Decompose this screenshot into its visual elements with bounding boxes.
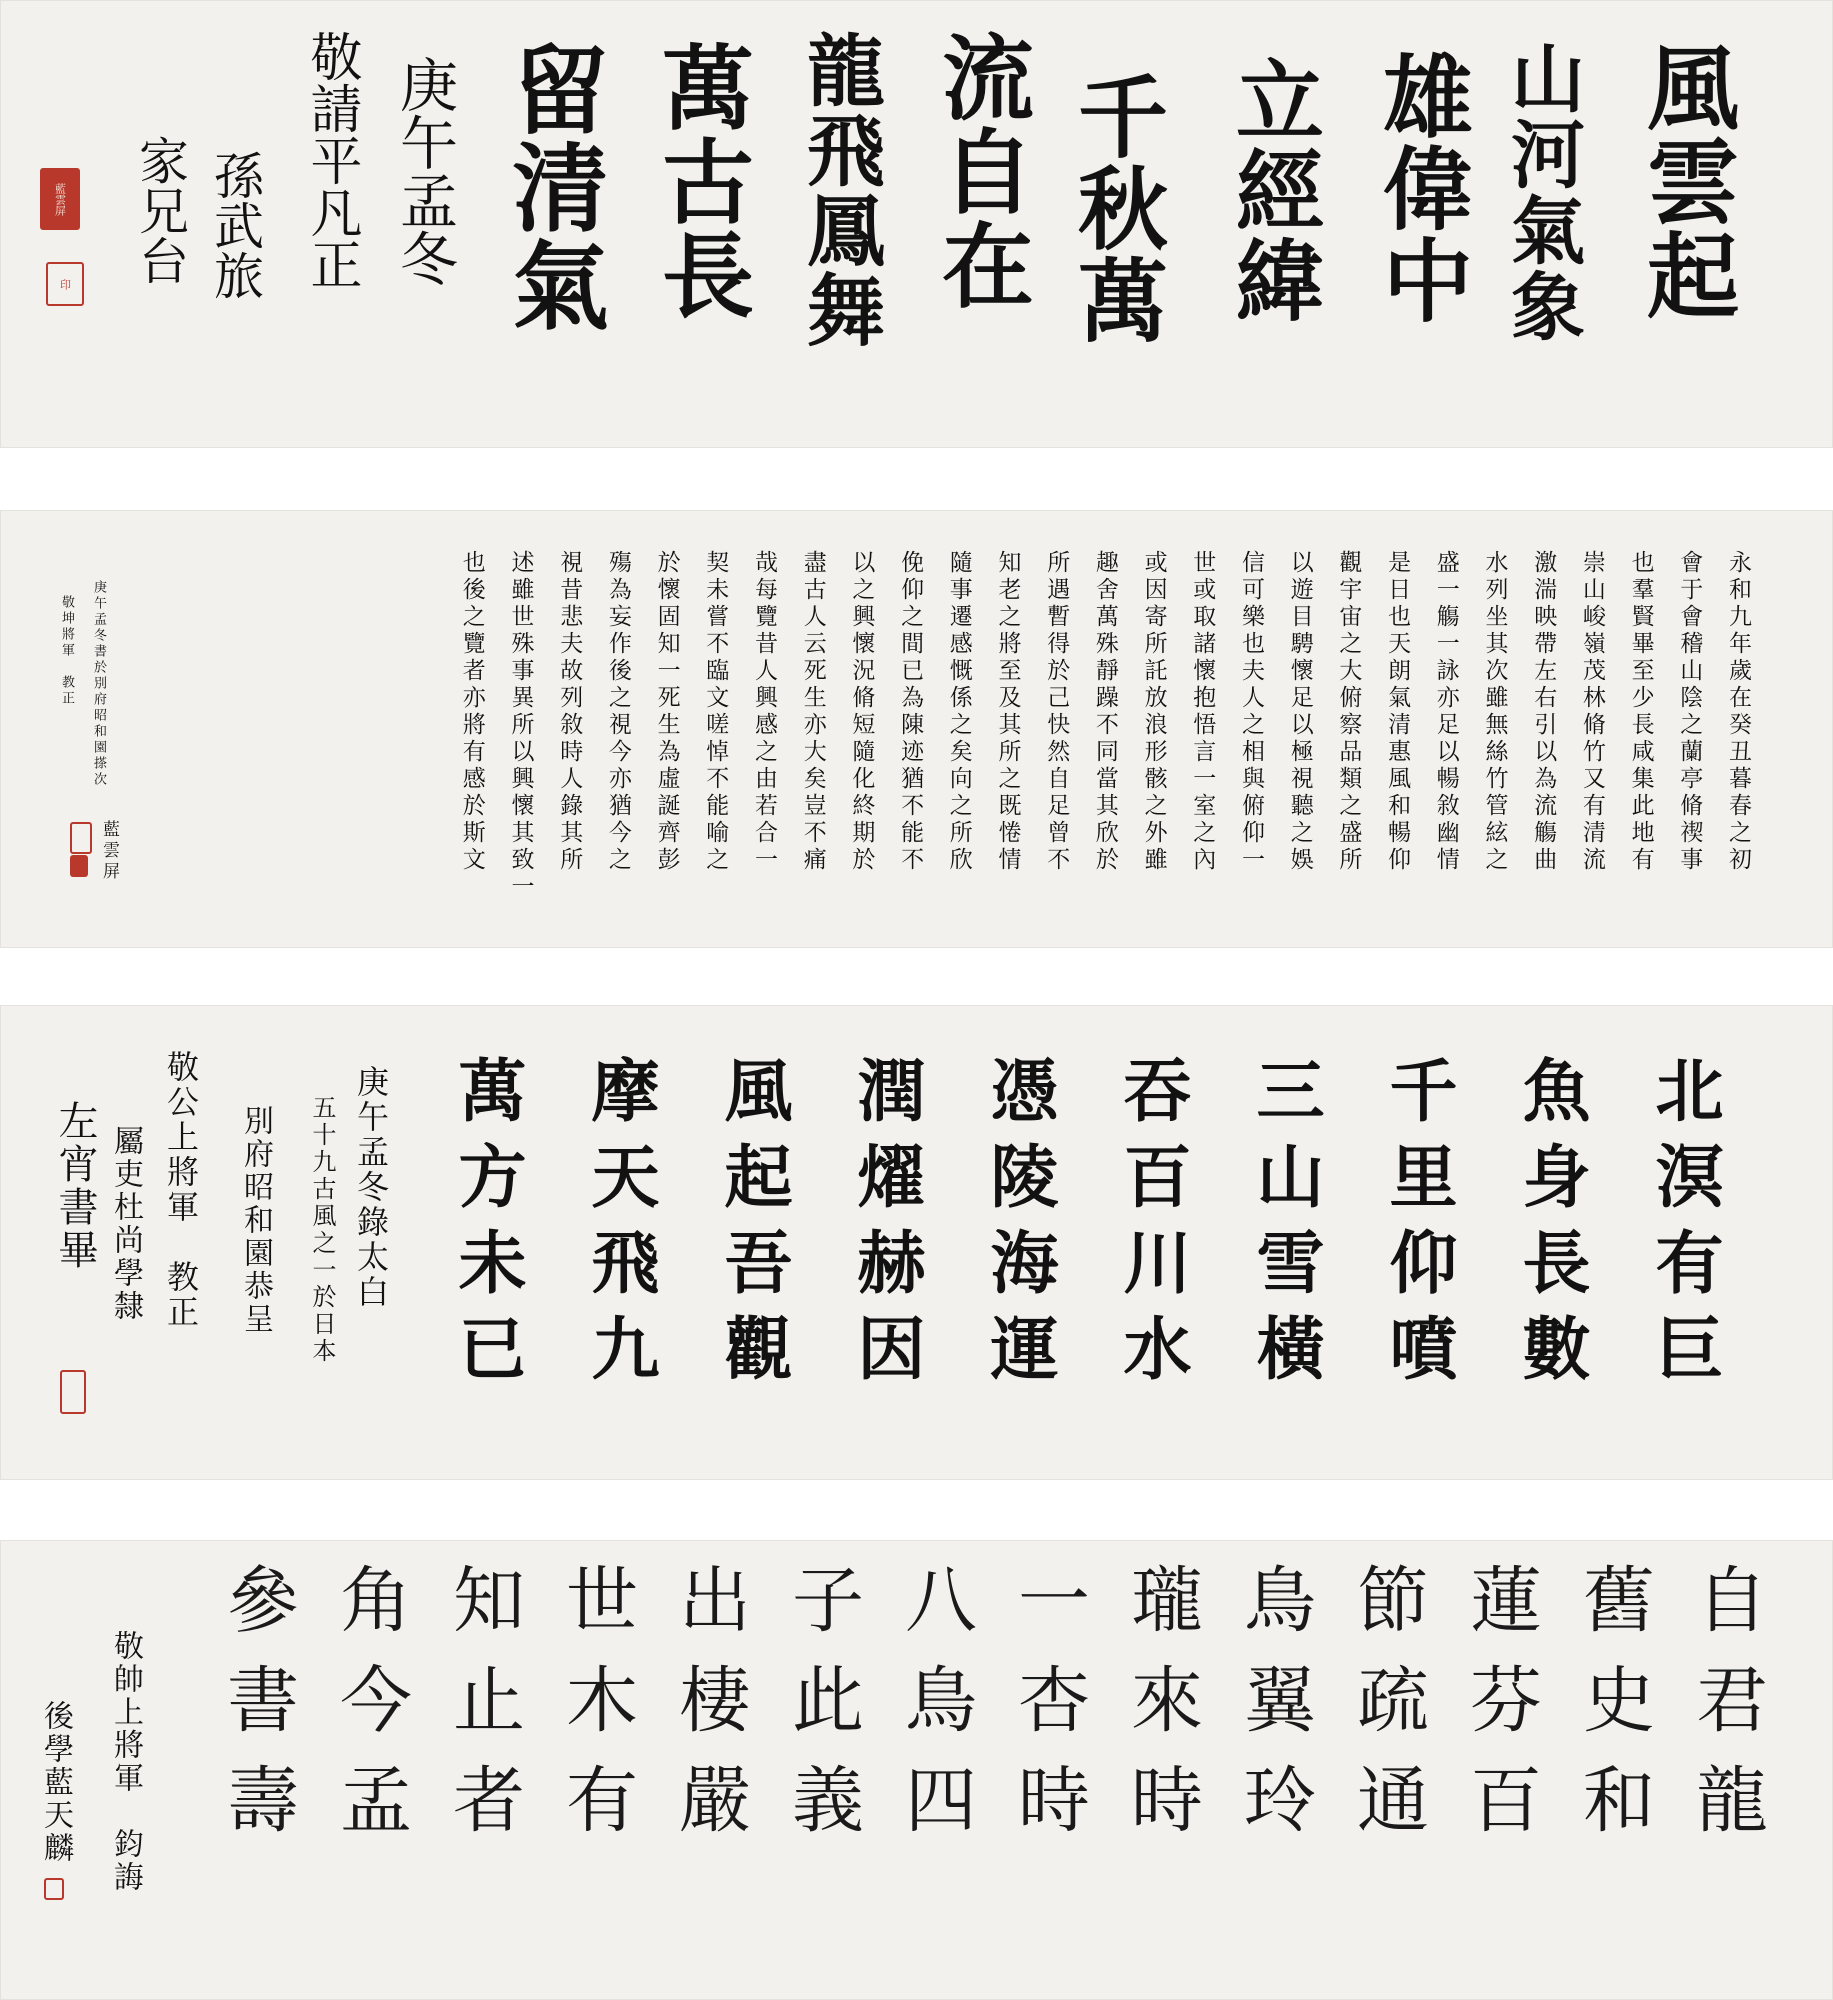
inscription-line: 孫武旅: [206, 150, 264, 300]
inscription-line: 庚午孟冬錄太白: [352, 1065, 390, 1310]
panel2-column: 會于會稽山陰之蘭亭脩禊事: [1676, 550, 1703, 874]
panel2-column: 是日也天朗氣清惠風和暢仰: [1384, 550, 1411, 874]
panel2-column: 盡古人云死生亦大矣豈不痛: [799, 550, 826, 874]
red-seal-stamp: [44, 1878, 64, 1900]
red-seal-stamp: 藍雲屏: [40, 168, 80, 230]
panel2-column: 以遊目騁懷足以極視聽之娛: [1286, 550, 1313, 874]
panel2-column: 於懷固知一死生為虛誕齊彭: [653, 550, 680, 874]
panel4-column: 鳥翼玲: [1232, 1562, 1316, 1862]
panel4-column: 八鳥四: [893, 1562, 977, 1862]
scroll-panel-regular: [0, 510, 1833, 948]
panel3-column: 千里仰噴: [1378, 1055, 1458, 1399]
cursive-column: 千秋萬: [1062, 70, 1168, 346]
inscription-line: 敬帥上將軍 鈞誨: [108, 1630, 143, 1894]
cursive-column: 留清氣: [497, 40, 610, 334]
panel2-column: 世或取諸懷抱悟言一室之內: [1189, 550, 1216, 874]
panel3-column: 北溟有巨: [1644, 1055, 1724, 1399]
panel3-column: 潤燿赫因: [846, 1055, 926, 1399]
panel2-column: 殤為妄作後之視今亦猶今之: [604, 550, 631, 874]
panel4-column: 世木有: [554, 1562, 638, 1862]
inscription-line: 別府昭和園恭呈: [238, 1105, 273, 1336]
panel4-column: 舊史和: [1571, 1562, 1655, 1862]
panel4-column: 出棲嚴: [667, 1562, 751, 1862]
panel3-column: 憑陵海運: [979, 1055, 1059, 1399]
panel2-column: 俛仰之間已為陳迹猶不能不: [897, 550, 924, 874]
panel4-column: 子此義: [780, 1562, 864, 1862]
panel2-column: 信可樂也夫人之相與俯仰一: [1238, 550, 1264, 874]
panel4-column: 自君龍: [1684, 1562, 1768, 1862]
panel2-column: 知老之將至及其所之既惓情: [994, 550, 1021, 874]
inscription-line: 敬坤將軍 教正: [59, 595, 74, 707]
panel2-column: 也羣賢畢至少長咸集此地有: [1627, 550, 1654, 874]
inscription-line: 敬請平凡正: [301, 30, 361, 290]
panel2-column: 觀宇宙之大俯察品類之盛所: [1335, 550, 1362, 874]
red-seal-stamp: [70, 855, 88, 877]
panel4-column: 知止者: [441, 1562, 525, 1862]
panel4-column: 瓏來時: [1119, 1562, 1203, 1862]
cursive-column: 萬古長: [647, 40, 755, 322]
panel4-column: 參書壽: [215, 1562, 299, 1862]
panel4-column: 蓮芬百: [1458, 1562, 1542, 1862]
scroll-panel-seal-script: [0, 1540, 1833, 2000]
panel2-column: 述雖世殊事異所以興懷其致一: [507, 550, 534, 901]
panel3-column: 萬方未已: [447, 1055, 527, 1399]
red-seal-stamp: [70, 822, 92, 854]
panel4-column: 角今孟: [328, 1562, 412, 1862]
signature: 藍雲屏: [99, 820, 119, 883]
inscription-line: 五十九古風之一於日本: [308, 1095, 336, 1365]
scroll-panel-clerical: [0, 1005, 1833, 1480]
cursive-column: 風雲起: [1632, 40, 1740, 322]
panel3-column: 魚身長數: [1511, 1055, 1591, 1399]
panel2-column: 崇山峻嶺茂林脩竹又有清流: [1578, 550, 1605, 874]
panel2-column: 以之興懷況脩短隨化終期於: [848, 550, 875, 874]
panel2-column: 也後之覽者亦將有感於斯文: [458, 550, 485, 874]
scroll-panel-cursive: [0, 0, 1833, 448]
panel2-column: 哉每覽昔人興感之由若合一: [751, 550, 777, 874]
cursive-column: 山河氣象: [1499, 40, 1585, 344]
signature: 左宵書畢: [52, 1100, 98, 1272]
panel2-column: 趣舍萬殊靜躁不同當其欣於: [1091, 550, 1118, 874]
panel4-column: 節疏通: [1345, 1562, 1429, 1862]
panel2-column: 隨事遷感慨係之矣向之所欣: [945, 550, 972, 874]
signature: 屬吏杜尚學隸: [108, 1125, 143, 1323]
panel2-column: 或因寄所託放浪形骸之外雖: [1140, 550, 1167, 874]
panel2-column: 契未嘗不臨文嗟悼不能喻之: [702, 550, 729, 874]
cursive-column: 雄偉中: [1367, 50, 1473, 326]
panel2-column: 激湍映帶左右引以為流觴曲: [1530, 550, 1557, 874]
inscription-line: 敬公上將軍 教正: [162, 1050, 200, 1330]
inscription-line: 庚午孟冬: [390, 55, 458, 287]
red-seal-stamp: [60, 1370, 86, 1414]
cursive-column: 龍飛鳳舞: [794, 30, 885, 350]
panel3-column: 吞百川水: [1112, 1055, 1192, 1399]
cursive-column: 流自在: [927, 30, 1035, 312]
red-seal-stamp: 印: [46, 262, 84, 306]
panel4-column: 一杏時: [1006, 1562, 1090, 1862]
panel3-column: 三山雪橫: [1245, 1055, 1325, 1399]
inscription-line: 庚午孟冬書於別府昭和園搽次: [91, 580, 106, 788]
panel3-column: 摩天飛九: [580, 1055, 660, 1399]
panel2-column: 所遇暫得於己快然自足曾不: [1043, 550, 1070, 874]
panel2-column: 永和九年歲在癸丑暮春之初: [1725, 550, 1751, 874]
panel2-column: 水列坐其次雖無絲竹管絃之: [1481, 550, 1508, 874]
panel2-column: 盛一觴一詠亦足以暢敘幽情: [1432, 550, 1459, 874]
inscription-line: 家兄台: [131, 135, 189, 285]
panel3-column: 風起吾觀: [713, 1055, 793, 1399]
signature: 後學藍天麟: [38, 1700, 73, 1865]
panel2-column: 視昔悲夫故列敘時人錄其所: [556, 550, 583, 874]
cursive-column: 立經緯: [1222, 55, 1326, 325]
